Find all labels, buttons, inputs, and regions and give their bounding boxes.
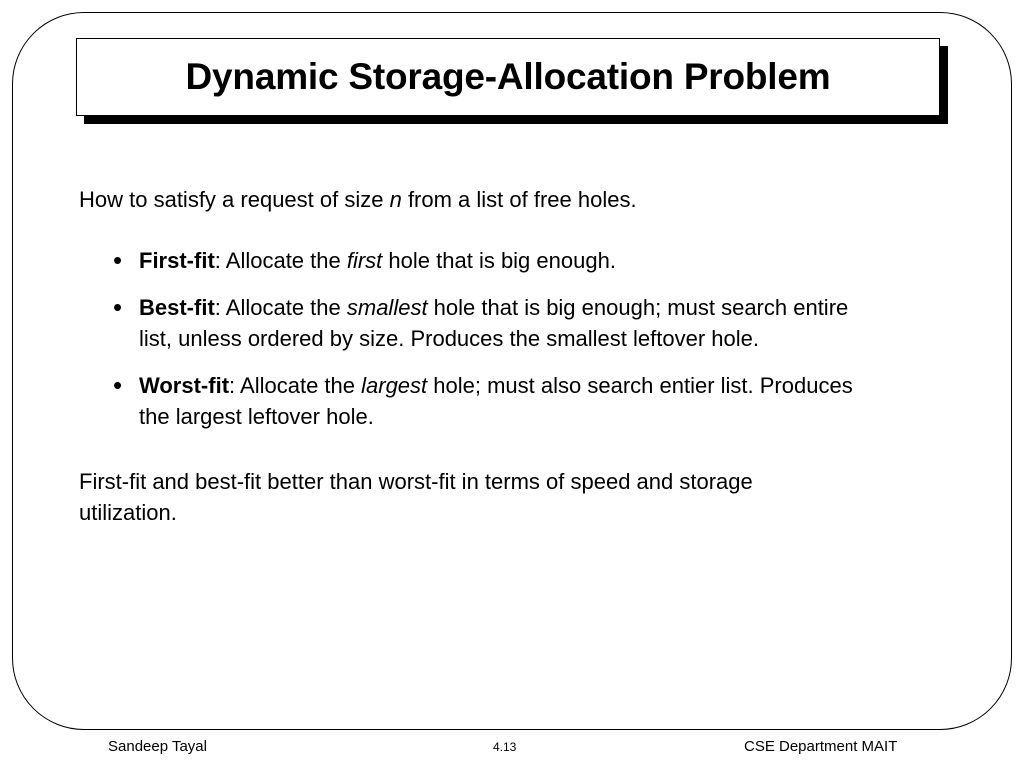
closing-text: First-fit and best-fit better than worst-fit in terms of speed and storage utilization.: [79, 469, 753, 525]
slide-title: Dynamic Storage-Allocation Problem: [185, 56, 831, 97]
footer-department: CSE Department MAIT: [744, 738, 898, 755]
bullet-dot-icon: •: [113, 292, 123, 322]
bullet-dot-icon: •: [113, 370, 123, 400]
bullet-pre: : Allocate the: [229, 373, 362, 398]
bullet-term: First-fit: [139, 248, 215, 273]
bullet-term: Worst-fit: [139, 373, 230, 398]
bullet-post: hole that is big enough; must search entire list, unless ordered by size. Produces the smallest leftover hole.: [139, 295, 849, 351]
intro-variable: n: [389, 187, 402, 212]
bullet-best-fit: [79, 292, 879, 354]
footer-author: Sandeep Tayal: [108, 738, 207, 755]
bullet-dot-icon: •: [113, 245, 123, 275]
bullet-term: Best-fit: [139, 295, 215, 320]
title-box: [76, 38, 940, 116]
bullet-worst-fit: [79, 370, 879, 432]
intro-after: from a list of free holes.: [401, 187, 637, 212]
intro-before: How to satisfy a request of size: [79, 187, 390, 212]
slide-content: [79, 184, 959, 528]
bullet-pre: : Allocate the: [214, 295, 347, 320]
bullet-post: hole; must also search entier list. Produces the largest leftover hole.: [139, 373, 853, 429]
bullet-emphasis: largest: [361, 373, 428, 398]
bullet-first-fit: [79, 245, 879, 276]
bullet-post: hole that is big enough.: [382, 248, 616, 273]
bullet-emphasis: smallest: [346, 295, 428, 320]
bullet-pre: : Allocate the: [214, 248, 347, 273]
intro-text: [79, 184, 959, 215]
footer-page-number: 4.13: [493, 740, 517, 754]
bullet-emphasis: first: [346, 248, 383, 273]
bullet-list: [79, 245, 959, 432]
